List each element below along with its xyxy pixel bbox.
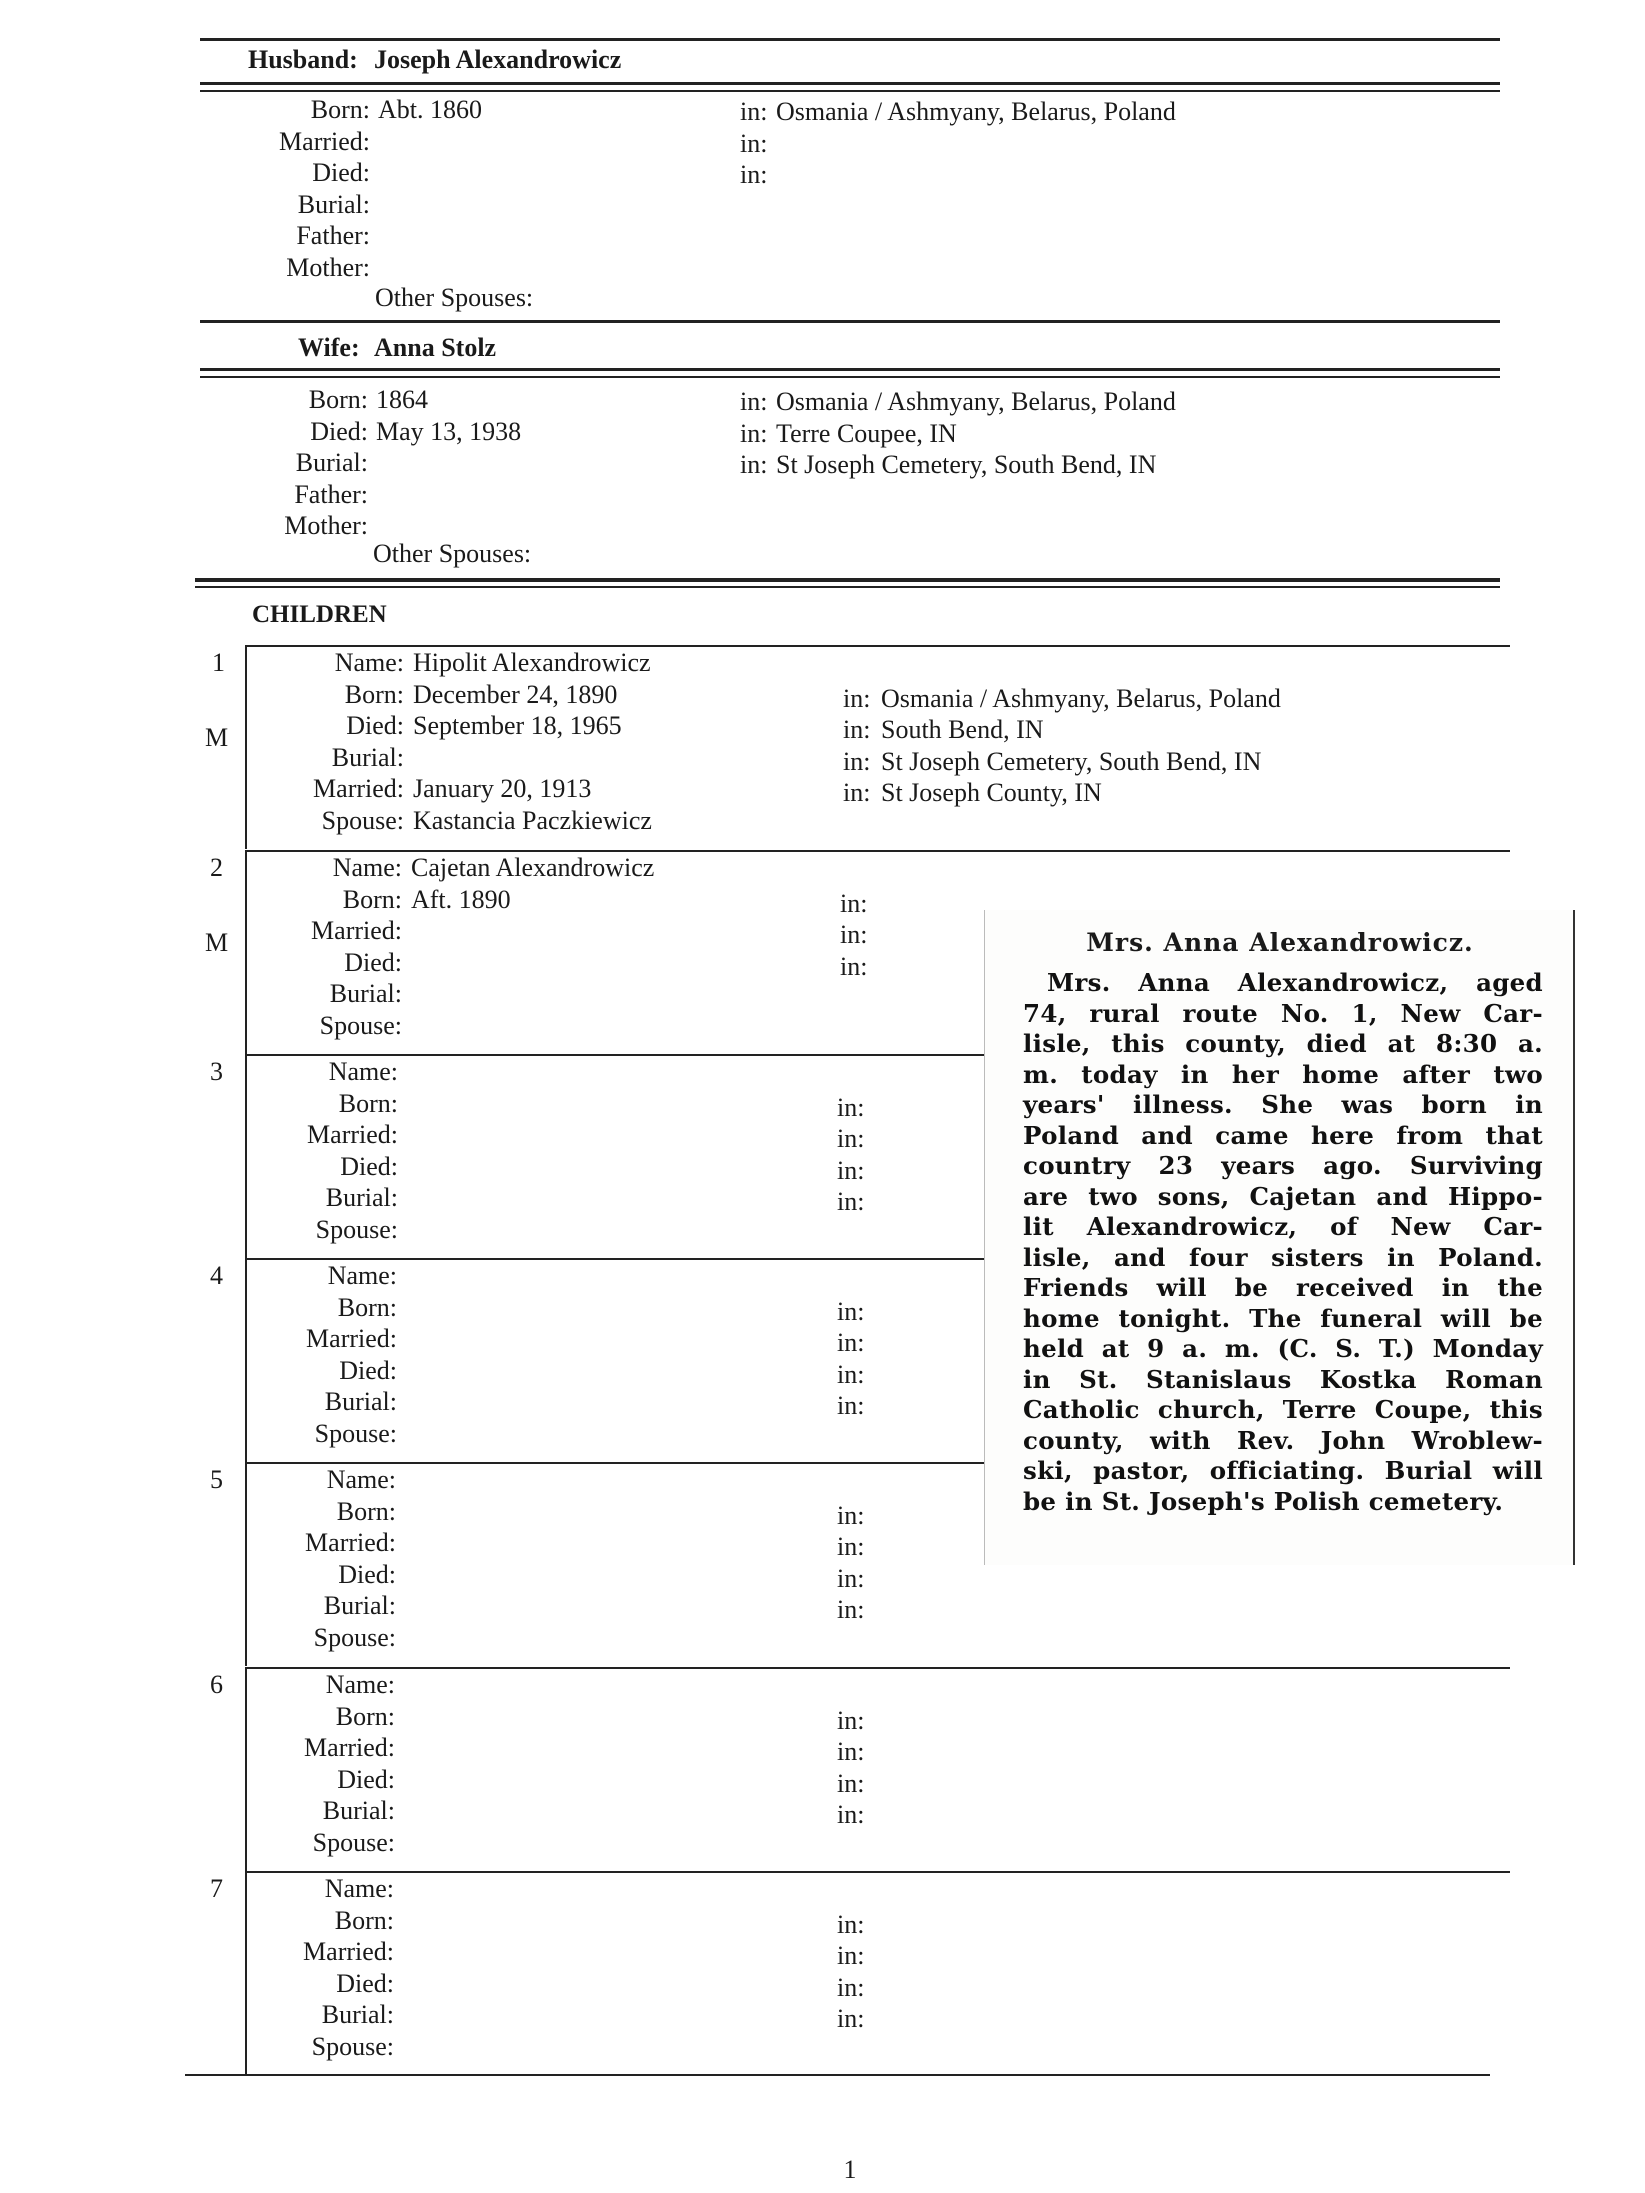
husband-in-label: in: (740, 128, 768, 158)
child-field-label: Married: (306, 1324, 397, 1354)
child-in-label: in: (837, 1563, 865, 1593)
child-in-label: in: (840, 920, 868, 950)
child-sex: M (205, 723, 229, 752)
obituary-line: held at 9 a. m. (C. S. T.) Monday (1023, 1334, 1543, 1363)
child-number: 4 (210, 1261, 223, 1290)
obituary-line: Poland and came here from that (1023, 1120, 1543, 1150)
wife-field-label: Died: (310, 416, 368, 446)
wife-place-value: St Joseph Cemetery, South Bend, IN (776, 450, 1157, 479)
child-number: 2 (210, 853, 223, 882)
wife-place-value: Terre Coupee, IN (776, 418, 957, 448)
obituary-line: years' illness. She was born in (1023, 1090, 1543, 1119)
child-place-value: South Bend, IN (881, 715, 1044, 745)
husband-name: Joseph Alexandrowicz (374, 45, 622, 74)
husband-in-label: in: (740, 160, 768, 189)
child-field-label: Burial: (325, 1183, 398, 1213)
child-field-label: Married: (304, 1733, 395, 1763)
child-field-label: Name: (326, 1465, 396, 1494)
child-field-label: Died: (339, 1355, 397, 1385)
obituary-line: m. today in her home after two (1023, 1059, 1543, 1089)
child-in-label: in: (837, 1500, 865, 1530)
husband-in-label: in: (740, 97, 768, 126)
top-rule (200, 38, 1500, 41)
child-field-label: Name: (334, 648, 404, 677)
wife-field-label: Mother: (284, 511, 368, 540)
wife-place-value: Osmania / Ashmyany, Belarus, Poland (776, 387, 1176, 416)
child-in-label: in: (843, 715, 871, 745)
child-in-label: in: (837, 1359, 865, 1389)
husband-header-rule (200, 82, 1500, 85)
child-field-label: Burial: (323, 1591, 396, 1621)
children-heading: CHILDREN (252, 601, 387, 628)
child-in-label: in: (837, 1328, 865, 1358)
wife-in-label: in: (740, 387, 768, 416)
child-sex: M (205, 928, 229, 957)
child-in-label: in: (840, 888, 868, 918)
child-in-label: in: (837, 1595, 865, 1625)
obituary-title: Mrs. Anna Alexandrowicz. (1086, 928, 1474, 957)
obituary-line: lit Alexandrowicz, of New Car- (1023, 1212, 1543, 1241)
child-in-label: in: (837, 1532, 865, 1562)
child-field-label: Married: (311, 916, 402, 946)
child-field-label: Spouse: (321, 806, 404, 835)
child-field-label: Born: (334, 1905, 394, 1935)
child-field-label: Spouse: (319, 1011, 402, 1040)
wife-header-label: Wife: (298, 333, 360, 362)
child-field-label: Burial: (331, 742, 404, 772)
child-field-label: Born: (337, 1292, 397, 1322)
child-in-label: in: (840, 951, 868, 981)
child-place-value: St Joseph Cemetery, South Bend, IN (881, 746, 1262, 776)
child-left-rule (245, 1054, 247, 1258)
child-field-label: Died: (340, 1151, 398, 1181)
child-field-label: Burial: (322, 1796, 395, 1826)
child-in-label: in: (837, 1092, 865, 1122)
child-left-rule (245, 1871, 247, 2075)
page-number: 1 (843, 2155, 857, 2184)
child-field-label: Spouse: (311, 2032, 394, 2061)
obituary-line: ski, pastor, officiating. Burial will (1023, 1456, 1543, 1485)
child-field-value: January 20, 1913 (413, 774, 592, 804)
child-in-label: in: (837, 1737, 865, 1767)
husband-field-label: Father: (296, 221, 370, 250)
child-left-rule (245, 1667, 247, 1871)
child-in-label: in: (843, 746, 871, 776)
wife-in-label: in: (740, 418, 768, 448)
child-number: 5 (210, 1465, 223, 1494)
obituary-line: Catholic church, Terre Coupe, this (1023, 1395, 1543, 1424)
wife-section-rule (200, 320, 1500, 323)
obituary-text (1023, 968, 1543, 1517)
child-field-label: Name: (324, 1874, 394, 1903)
wife-header-rule-2 (200, 376, 1500, 378)
child-in-label: in: (837, 1800, 865, 1830)
children-bottom-rule (185, 2074, 1490, 2076)
child-field-label: Born: (335, 1701, 395, 1731)
child-field-label: Born: (344, 679, 404, 709)
obituary-line: be in St. Joseph's Polish cemetery. (1023, 1486, 1504, 1516)
obituary-line: lisle, this county, died at 8:30 a. (1023, 1029, 1543, 1058)
child-field-label: Born: (336, 1496, 396, 1526)
wife-field-value: May 13, 1938 (376, 416, 522, 446)
child-field-value: Aft. 1890 (411, 884, 511, 914)
child-in-label: in: (837, 1296, 865, 1326)
child-field-label: Married: (307, 1120, 398, 1150)
child-field-value: Kastancia Paczkiewicz (413, 806, 652, 835)
child-field-label: Married: (305, 1528, 396, 1558)
children-top-rule-2 (195, 586, 1500, 588)
child-field-value: December 24, 1890 (413, 679, 618, 709)
child-separator (245, 1667, 1510, 1669)
child-in-label: in: (837, 1705, 865, 1735)
child-number: 6 (210, 1670, 223, 1699)
child-left-rule (245, 1462, 247, 1666)
wife-field-label: Born: (308, 385, 368, 414)
child-field-value: Cajetan Alexandrowicz (411, 853, 655, 882)
wife-other-spouses-label: Other Spouses: (373, 539, 532, 568)
obituary-line: are two sons, Cajetan and Hippo- (1023, 1181, 1543, 1211)
child-place-value: St Joseph County, IN (881, 778, 1102, 808)
child-field-label: Name: (325, 1670, 395, 1699)
child-field-label: Died: (346, 711, 404, 741)
child-number: 3 (210, 1057, 223, 1086)
child-field-label: Burial: (321, 2000, 394, 2030)
child-number: 7 (210, 1874, 223, 1903)
child-field-label: Born: (338, 1088, 398, 1118)
child-field-label: Born: (342, 884, 402, 914)
wife-field-label: Burial: (295, 448, 368, 477)
obituary-line: in St. Stanislaus Kostka Roman (1023, 1364, 1543, 1394)
child-field-label: Died: (338, 1559, 396, 1589)
child-in-label: in: (837, 1155, 865, 1185)
husband-field-value: Abt. 1860 (378, 95, 482, 124)
child-field-label: Married: (303, 1937, 394, 1967)
obituary-clipping (985, 910, 1575, 1565)
husband-field-label: Died: (312, 158, 370, 187)
child-field-value: Hipolit Alexandrowicz (413, 648, 651, 677)
clipping-edge (1573, 910, 1575, 1565)
wife-field-value: 1864 (376, 385, 428, 414)
child-in-label: in: (837, 1941, 865, 1971)
husband-field-label: Burial: (297, 189, 370, 219)
child-field-label: Name: (327, 1261, 397, 1290)
husband-field-label: Born: (310, 95, 370, 124)
child-left-rule (245, 645, 247, 849)
husband-header-label: Husband: (248, 45, 358, 74)
husband-place-value: Osmania / Ashmyany, Belarus, Poland (776, 97, 1176, 126)
child-field-label: Married: (313, 774, 404, 804)
child-in-label: in: (843, 778, 871, 808)
child-field-label: Spouse: (315, 1215, 398, 1244)
obituary-line: country 23 years ago. Surviving (1023, 1151, 1543, 1180)
child-separator (245, 1054, 990, 1056)
child-left-rule (245, 850, 247, 1054)
child-place-value: Osmania / Ashmyany, Belarus, Poland (881, 683, 1281, 713)
husband-field-label: Mother: (286, 252, 370, 282)
child-in-label: in: (837, 1124, 865, 1154)
child-in-label: in: (837, 1391, 865, 1421)
child-in-label: in: (837, 1187, 865, 1217)
child-field-label: Died: (336, 1968, 394, 1998)
child-field-label: Spouse: (312, 1828, 395, 1857)
child-left-rule-end (245, 2070, 247, 2076)
child-field-label: Died: (344, 947, 402, 977)
husband-field-label: Married: (279, 126, 370, 156)
child-field-label: Burial: (324, 1387, 397, 1417)
child-in-label: in: (837, 2004, 865, 2034)
wife-in-label: in: (740, 450, 768, 479)
child-left-rule (245, 1258, 247, 1462)
child-separator (245, 850, 1510, 852)
child-field-label: Died: (337, 1764, 395, 1794)
child-separator (245, 645, 1510, 647)
child-in-label: in: (837, 1768, 865, 1798)
wife-name: Anna Stolz (374, 333, 497, 362)
child-field-label: Spouse: (313, 1623, 396, 1652)
child-field-label: Spouse: (314, 1419, 397, 1448)
obituary-line: home tonight. The funeral will be (1023, 1303, 1543, 1333)
obituary-line: Friends will be received in the (1023, 1273, 1543, 1302)
child-number: 1 (212, 648, 225, 677)
obituary-line: county, with Rev. John Wroblew- (1023, 1425, 1543, 1455)
child-field-label: Name: (332, 853, 402, 882)
husband-header-rule-2 (200, 90, 1500, 92)
child-in-label: in: (837, 1972, 865, 2002)
child-field-label: Burial: (329, 979, 402, 1009)
child-in-label: in: (837, 1909, 865, 1939)
wife-field-label: Father: (294, 479, 368, 509)
wife-header-rule (200, 368, 1500, 371)
husband-other-spouses-label: Other Spouses: (375, 283, 534, 312)
child-field-value: September 18, 1965 (413, 711, 622, 741)
child-separator (245, 1871, 1510, 1873)
obituary-line: 74, rural route No. 1, New Car- (1023, 998, 1543, 1028)
child-field-label: Name: (328, 1057, 398, 1086)
obituary-line: Mrs. Anna Alexandrowicz, aged (1047, 968, 1543, 997)
obituary-line: lisle, and four sisters in Poland. (1023, 1242, 1543, 1272)
child-in-label: in: (843, 683, 871, 713)
children-top-rule (195, 578, 1500, 582)
